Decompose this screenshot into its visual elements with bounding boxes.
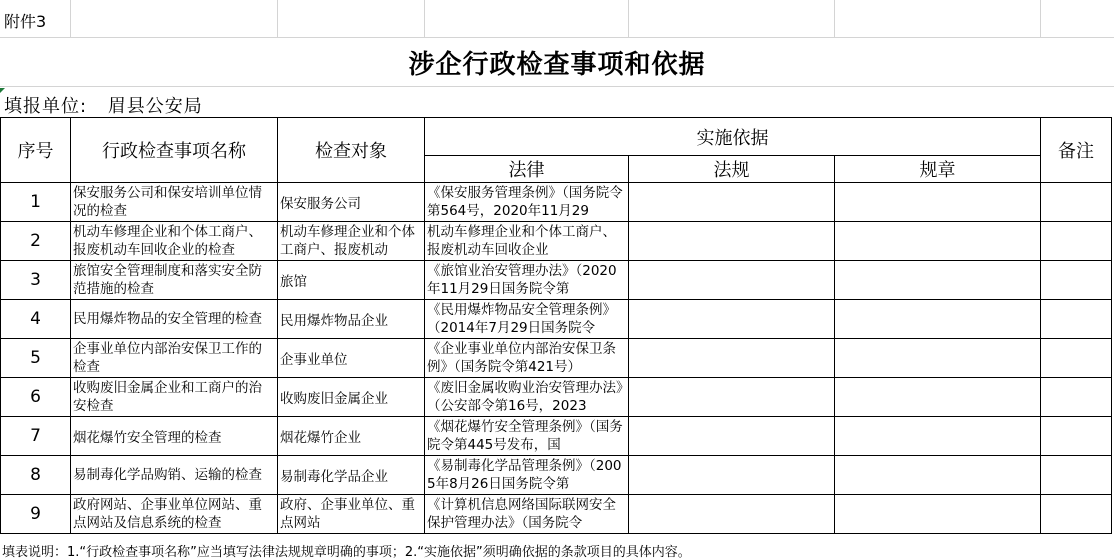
header-target: 检查对象: [278, 118, 425, 183]
inspection-table: [0, 117, 1112, 534]
row-target: 企事业单位: [280, 352, 348, 368]
row-rule: [835, 183, 1041, 222]
row-item-name: 机动车修理企业和个体工商户、报废机动车回收企业的检查: [73, 224, 262, 258]
table-row: [1, 300, 1112, 339]
row-target: 易制毒化学品企业: [280, 469, 388, 485]
row-remark: [1041, 417, 1112, 456]
row-law: 《旅馆业治安管理办法》（2020年11月29日国务院令第: [427, 263, 617, 297]
grid-line: [834, 0, 835, 37]
row-target: 保安服务公司: [280, 196, 361, 212]
table-row: [1, 183, 1112, 222]
row-law: 《废旧金属收购业治安管理办法》（公安部令第16号，2023: [427, 380, 623, 414]
row-remark: [1041, 495, 1112, 534]
row-seq: 5: [1, 339, 71, 378]
row-regulation: [629, 300, 835, 339]
attachment-label: 附件3: [4, 12, 47, 31]
row-rule: [835, 456, 1041, 495]
row-seq: 7: [1, 417, 71, 456]
row-regulation: [629, 222, 835, 261]
row-seq: 3: [1, 261, 71, 300]
row-target: 民用爆炸物品企业: [280, 313, 388, 329]
row-rule: [835, 300, 1041, 339]
row-target: 政府、企事业单位、重点网站: [280, 497, 415, 531]
table-row: [1, 495, 1112, 534]
row-law: 机动车修理企业和个体工商户、报废机动车回收企业: [427, 224, 616, 258]
grid-line: [1040, 0, 1041, 37]
header-regulation: 法规: [629, 156, 835, 183]
row-target: 旅馆: [280, 274, 307, 290]
row-regulation: [629, 183, 835, 222]
row-law: 《民用爆炸物品安全管理条例》（2014年7月29日国务院令: [427, 302, 616, 336]
row-item-name: 保安服务公司和保安培训单位情况的检查: [73, 185, 262, 219]
row-regulation: [629, 378, 835, 417]
row-regulation: [629, 261, 835, 300]
row-rule: [835, 261, 1041, 300]
table-row: [1, 417, 1112, 456]
row-target: 烟花爆竹企业: [280, 430, 361, 446]
row-rule: [835, 495, 1041, 534]
row-seq: 2: [1, 222, 71, 261]
header-seq: 序号: [1, 118, 71, 183]
grid-line: [0, 37, 1114, 38]
row-remark: [1041, 456, 1112, 495]
filler-unit-value: 眉县公安局: [107, 96, 203, 117]
document-title: 涉企行政检查事项和依据: [408, 50, 706, 80]
row-seq: 1: [1, 183, 71, 222]
row-item-name: 民用爆炸物品的安全管理的检查: [73, 311, 262, 327]
row-item-name: 易制毒化学品购销、运输的检查: [73, 467, 262, 483]
grid-line: [424, 0, 425, 37]
row-rule: [835, 339, 1041, 378]
row-remark: [1041, 339, 1112, 378]
row-law: 《计算机信息网络国际联网安全保护管理办法》（国务院令: [427, 497, 616, 531]
filler-unit: [4, 92, 203, 118]
header-law: 法律: [425, 156, 629, 183]
table-row: [1, 456, 1112, 495]
grid-line: [277, 0, 278, 37]
row-rule: [835, 222, 1041, 261]
row-item-name: 旅馆安全管理制度和落实安全防范措施的检查: [73, 263, 262, 297]
row-item-name: 政府网站、企事业单位网站、重点网站及信息系统的检查: [73, 497, 262, 531]
row-regulation: [629, 495, 835, 534]
row-remark: [1041, 222, 1112, 261]
row-law: 《烟花爆竹安全管理条例》（国务院令第445号发布，国: [427, 419, 623, 453]
row-law: 《易制毒化学品管理条例》（2005年8月26日国务院令第: [427, 458, 622, 492]
row-law: 《企业事业单位内部治安保卫条例》（国务院令第421号）: [427, 341, 616, 375]
grid-line: [70, 0, 71, 37]
row-regulation: [629, 339, 835, 378]
row-rule: [835, 378, 1041, 417]
header-item-name: 行政检查事项名称: [71, 118, 278, 183]
grid-line: [628, 0, 629, 37]
row-item-name: 收购废旧金属企业和工商户的治安检查: [73, 380, 262, 414]
table-row: [1, 339, 1112, 378]
header-basis: 实施依据: [425, 118, 1041, 156]
footnote: 填表说明：1.“行政检查事项名称”应当填写法律法规规章明确的事项；2.“实施依据”须明确依据的条款项目的具体内容。: [2, 545, 691, 560]
row-target: 收购废旧金属企业: [280, 391, 388, 407]
header-remark: 备注: [1041, 118, 1112, 183]
row-target: 机动车修理企业和个体工商户、报废机动: [280, 224, 415, 258]
row-remark: [1041, 183, 1112, 222]
row-seq: 6: [1, 378, 71, 417]
grid-line: [0, 86, 1114, 87]
row-seq: 9: [1, 495, 71, 534]
row-item-name: 烟花爆竹安全管理的检查: [73, 430, 222, 446]
row-remark: [1041, 261, 1112, 300]
table-row: [1, 261, 1112, 300]
table-row: [1, 378, 1112, 417]
row-remark: [1041, 300, 1112, 339]
row-seq: 4: [1, 300, 71, 339]
row-regulation: [629, 417, 835, 456]
row-remark: [1041, 378, 1112, 417]
table-row: [1, 222, 1112, 261]
row-law: 《保安服务管理条例》（国务院令第564号，2020年11月29: [427, 185, 623, 219]
header-rule: 规章: [835, 156, 1041, 183]
row-seq: 8: [1, 456, 71, 495]
row-item-name: 企事业单位内部治安保卫工作的检查: [73, 341, 262, 375]
row-rule: [835, 417, 1041, 456]
filler-unit-label: 填报单位:: [4, 96, 88, 117]
row-regulation: [629, 456, 835, 495]
